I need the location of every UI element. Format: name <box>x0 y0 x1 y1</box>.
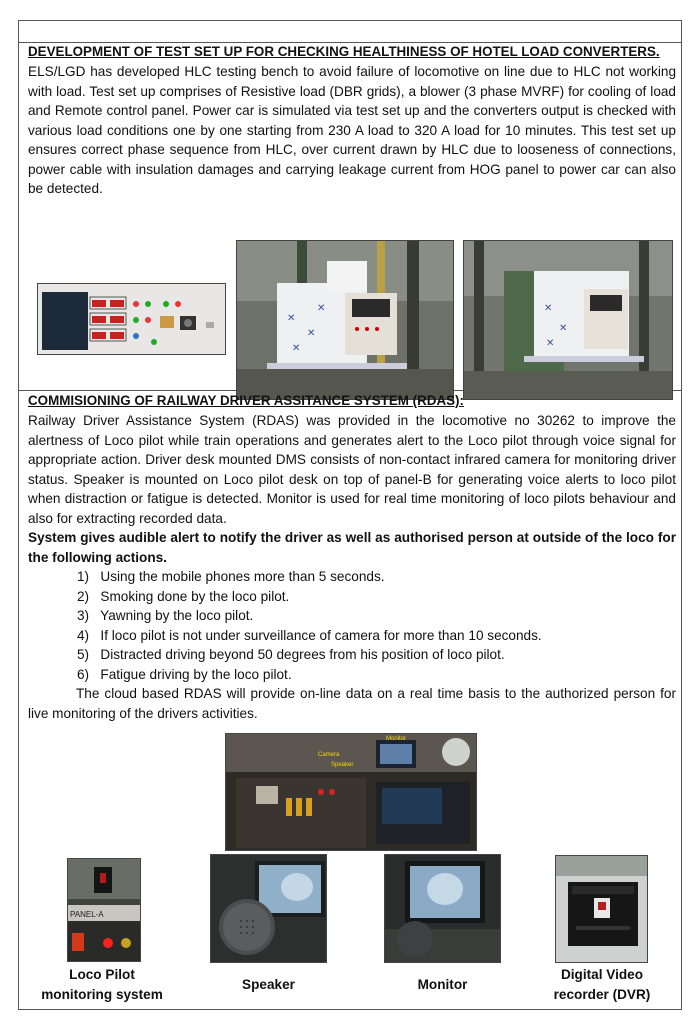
caption-monitor: Monitor <box>417 977 468 992</box>
alert-intro: System gives audible alert to notify the driver as well as authorised person at outside of the loco for the following actions. <box>28 530 676 565</box>
top-empty-row <box>19 21 681 43</box>
control-panel-photo <box>37 283 226 355</box>
caption-line: Digital Video <box>560 967 644 982</box>
list-item: 5) Distracted driving beyond 50 degrees from his position of loco pilot. <box>77 647 505 662</box>
speaker-tag: Speaker <box>331 762 354 768</box>
svg-text:✕: ✕ <box>559 323 568 334</box>
caption-line: recorder (DVR) <box>553 987 651 1002</box>
svg-text:✕: ✕ <box>544 303 553 314</box>
caption-speaker: Speaker <box>242 977 295 992</box>
svg-text:✕: ✕ <box>287 313 296 324</box>
test-bench-photo-1 <box>236 240 454 400</box>
monitor-tag: Monitor <box>386 736 407 742</box>
caption-loco-pilot <box>31 965 173 1005</box>
svg-text:✕: ✕ <box>307 328 316 339</box>
document-page <box>18 20 682 1010</box>
list-item: 2) Smoking done by the loco pilot. <box>77 588 290 604</box>
camera-tag: Camera <box>318 752 340 758</box>
svg-text:✕: ✕ <box>317 303 326 314</box>
section-rdas <box>19 391 681 1011</box>
test-bench-photo-2 <box>463 240 673 400</box>
section-hlc-test-setup <box>19 42 681 391</box>
section2-heading: COMMISIONING OF RAILWAY DRIVER ASSITANCE SYSTEM (RDAS): <box>28 393 464 408</box>
closing-paragraph: The cloud based RDAS will provide on-line data on a real time basis to the authorized person for live monitoring of the drivers activities. <box>28 686 676 721</box>
speaker-photo <box>210 854 327 963</box>
section1-heading: DEVELOPMENT OF TEST SET UP FOR CHECKING HEALTHINESS OF HOTEL LOAD CONVERTERS. <box>28 44 660 59</box>
caption-line: monitoring system <box>41 987 163 1002</box>
caption-line: Loco Pilot <box>69 967 135 982</box>
svg-text:✕: ✕ <box>292 343 301 354</box>
list-item: 3) Yawning by the loco pilot. <box>77 608 254 623</box>
list-item: 4) If loco pilot is not under surveillance of camera for more than 10 seconds. <box>77 627 542 643</box>
list-item: 1) Using the mobile phones more than 5 seconds. <box>77 569 385 584</box>
section2-body: Railway Driver Assistance System (RDAS) was provided in the locomotive no 30262 to improve the alertness of Loco pilot while train operations and generates alert to the Loco pilot through voice signal for appropriate action. Driver desk mounted DMS consists of non-contact infrared camera for monitoring driver status. Speaker is mounted on Loco pilot desk on top of panel-B for generating voice alerts to loco pilot when distraction or fatigue is detected. Monitor is used for real time monitoring of loco pilots behaviour and also for extracting recorded data. <box>28 413 676 526</box>
svg-text:✕: ✕ <box>546 338 555 349</box>
alert-actions-list <box>77 567 542 684</box>
loco-pilot-monitoring-photo <box>67 858 141 962</box>
dvr-photo <box>555 855 648 963</box>
driver-desk-photo <box>225 733 477 851</box>
panel-a-tag: PANEL-A <box>70 910 104 919</box>
caption-dvr <box>539 965 665 1005</box>
section1-body: ELS/LGD has developed HLC testing bench to avoid failure of locomotive on line due to HLC not working with load. Test set up comprises of Resistive load (DBR grids), a blower (3 phase MVRF) for cooling of load and Remote control panel. Power car is simulated via test set up and the converters output is checked with various load conditions one by one starting from 230 A load to 320 A load for 10 minutes. This test set up ensures correct phase sequence from HLC, over current drawn by HLC due to looseness of connections, power cable with insulation damages and carrying leakage current from HOG panel to power car can also be detected. <box>28 64 676 196</box>
monitor-photo <box>384 854 501 963</box>
list-item: 6) Fatigue driving by the loco pilot. <box>77 666 292 682</box>
